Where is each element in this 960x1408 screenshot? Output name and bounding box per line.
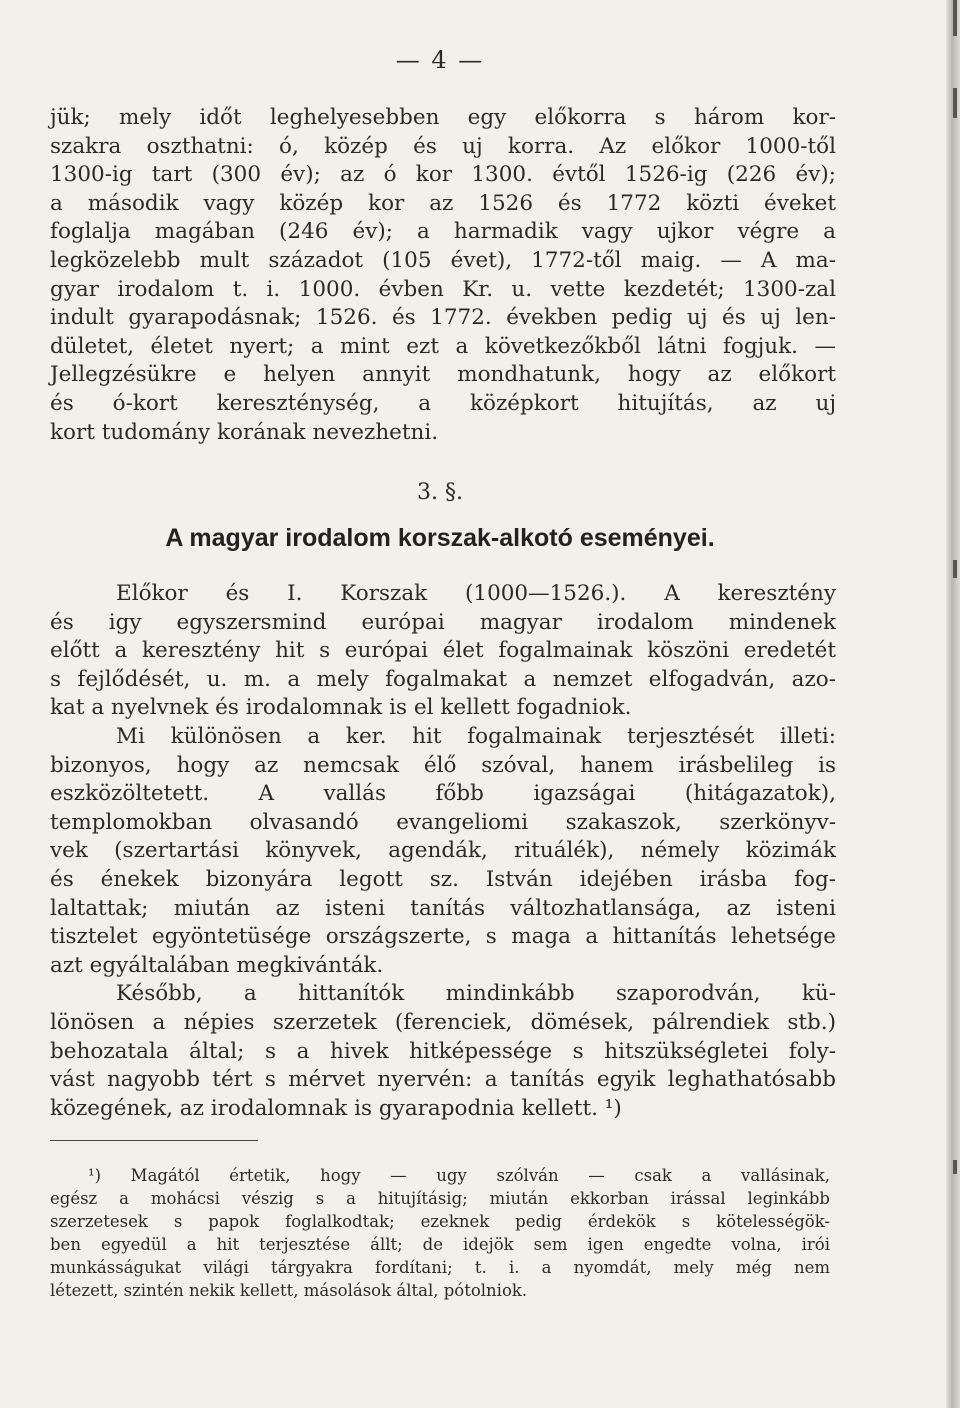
text-line: és ó-kort kereszténység, a középkort hitujítás, az uj bbox=[50, 390, 836, 416]
text-line: bizonyos, hogy az nemcsak élő szóval, hanem irásbelileg is bbox=[50, 752, 836, 778]
text-line: Előkor és I. Korszak (1000—1526.). A keresztény bbox=[116, 581, 836, 606]
text-line: 1300-ig tart (300 év); az ó kor 1300. évtől 1526-ig (226 év); bbox=[50, 162, 836, 188]
text-line: vást nagyobb tért s mérvet nyervén: a tanítás egyik leghathatósabb bbox=[50, 1067, 836, 1093]
book-spine-edge bbox=[946, 0, 960, 1408]
text-line: lönösen a népies szerzetek (ferenciek, dömések, pálrendiek stb.) bbox=[50, 1009, 836, 1035]
text-line: dületet, életet nyert; a mint ezt a következőkből látni fogjuk. — bbox=[50, 333, 836, 359]
text-line: Mi különösen a ker. hit fogalmainak terjesztését illeti: bbox=[116, 723, 836, 749]
text-line: foglalja magában (246 év); a harmadik vagy ujkor végre a bbox=[50, 219, 836, 245]
text-line: jük; mely időt leghelyesebben egy előkorra s három kor- bbox=[50, 105, 836, 130]
footnote-divider bbox=[50, 1140, 258, 1141]
section-title: A magyar irodalom korszak-alkotó eseményei. bbox=[165, 524, 715, 552]
text-line: legközelebb mult századot (105 évet), 1772-től maig. — A ma- bbox=[50, 247, 836, 273]
text-line: kort tudomány korának nevezhetni. bbox=[50, 419, 439, 445]
spine-mark bbox=[953, 88, 957, 118]
footnote-line: létezett, szintén nekik kellett, másolások által, pótolniok. bbox=[50, 1281, 528, 1300]
text-line: behozatala által; s a hivek hitképessége s hitszükségletei foly- bbox=[50, 1038, 836, 1064]
text-line: vek (szertartási könyvek, agendák, rituálék), némely közimák bbox=[50, 838, 836, 864]
text-line: és énekek bizonyára legott sz. István idejében irásba fog- bbox=[50, 866, 836, 892]
text-line: kat a nyelvnek és irodalomnak is el kellett fogadniok. bbox=[50, 695, 632, 721]
text-line: gyar irodalom t. i. 1000. évben Kr. u. vette kezdetét; 1300-zal bbox=[50, 276, 836, 302]
spine-mark bbox=[953, 560, 957, 578]
paragraph-periods bbox=[50, 104, 836, 447]
footnote-line: ben egyedül a hit terjesztése állt; de idejök sem igen engedte volna, irói bbox=[50, 1235, 830, 1254]
text-line: laltattak; miután az isteni tanítás változhatlansága, az isteni bbox=[50, 895, 836, 921]
text-line: a második vagy közép kor az 1526 és 1772 közti éveket bbox=[50, 190, 836, 216]
footnote-line: ¹) Magától értetik, hogy — ugy szólván — csak a vallásinak, bbox=[88, 1166, 830, 1185]
footnote bbox=[50, 1164, 830, 1302]
page-number: — 4 — bbox=[395, 46, 485, 74]
spine-mark bbox=[953, 1160, 957, 1174]
text-line: azt egyáltalában megkivánták. bbox=[50, 952, 384, 978]
text-line: indult gyarapodásnak; 1526. és 1772. években pedig uj és uj len- bbox=[50, 305, 836, 331]
text-line: szakra oszthatni: ó, közép és uj korra. Az előkor 1000-től bbox=[50, 133, 836, 159]
text-line: és igy egyszersmind európai magyar irodalom mindenek bbox=[50, 609, 836, 635]
section-body bbox=[50, 580, 836, 1123]
text-line: templomokban olvasandó evangeliomi szakaszok, szerkönyv- bbox=[50, 809, 836, 835]
spine-mark bbox=[953, 0, 957, 36]
footnote-line: szerzetesek s papok foglalkodtak; ezeknek pedig érdekök s kötelességök- bbox=[50, 1212, 830, 1231]
text-line: eszközöltetett. A vallás főbb igazságai (hitágazatok), bbox=[50, 781, 836, 807]
section-number: 3. §. bbox=[417, 480, 463, 505]
text-line: tisztelet egyöntetüsége országszerte, s maga a hittanítás lehetsége bbox=[50, 924, 836, 950]
text-line: Jellegzésükre e helyen annyit mondhatunk, hogy az előkort bbox=[50, 362, 836, 388]
text-line: közegének, az irodalomnak is gyarapodnia kellett. ¹) bbox=[50, 1095, 622, 1121]
footnote-line: egész a mohácsi vészig s a hitujításig; miután ekkorban irással leginkább bbox=[50, 1189, 830, 1208]
text-line: Később, a hittanítók mindinkább szaporodván, kü- bbox=[116, 981, 836, 1007]
text-line: előtt a keresztény hit s európai élet fogalmainak köszöni eredetét bbox=[50, 638, 836, 664]
footnote-line: munkásságukat világi tárgyakra fordítani; t. i. a nyomdát, mely még nem bbox=[50, 1258, 830, 1277]
text-line: s fejlődését, u. m. a mely fogalmakat a nemzet elfogadván, azo- bbox=[50, 666, 836, 692]
